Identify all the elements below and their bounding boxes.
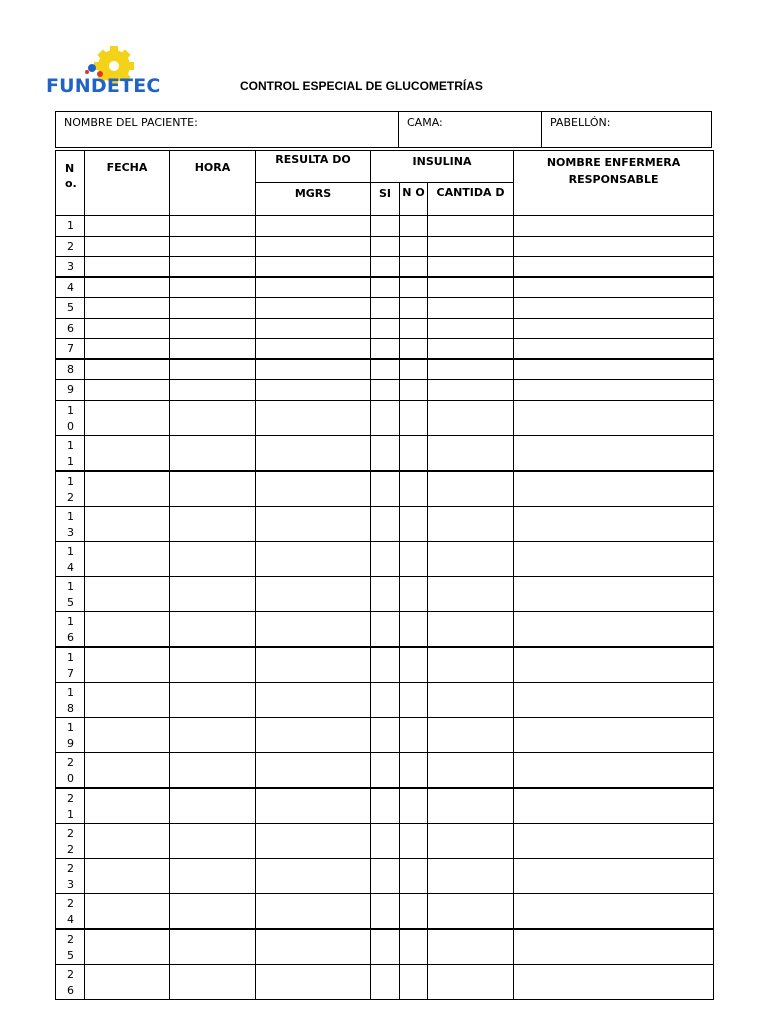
entry-cell[interactable] <box>400 236 428 257</box>
entry-cell[interactable] <box>428 298 514 319</box>
entry-cell[interactable] <box>85 647 170 683</box>
entry-cell[interactable] <box>170 216 256 237</box>
table-row <box>56 576 714 611</box>
table-row <box>56 717 714 752</box>
entry-cell[interactable] <box>428 435 514 471</box>
entry-cell[interactable] <box>85 318 170 339</box>
entry-cell[interactable] <box>400 752 428 788</box>
entry-cell[interactable] <box>170 380 256 401</box>
entry-cell[interactable] <box>428 257 514 278</box>
entry-cell[interactable] <box>85 236 170 257</box>
entry-cell[interactable] <box>514 576 714 611</box>
table-row <box>56 929 714 965</box>
entry-cell[interactable] <box>170 506 256 541</box>
entry-cell[interactable] <box>85 858 170 893</box>
table-row <box>56 236 714 257</box>
entry-cell[interactable] <box>514 929 714 965</box>
entry-cell[interactable] <box>514 257 714 278</box>
entry-cell[interactable] <box>371 216 400 237</box>
row-number: 2 6 <box>56 964 85 999</box>
entry-cell[interactable] <box>170 257 256 278</box>
entry-cell[interactable] <box>400 541 428 576</box>
col-header-si: SI <box>371 183 400 216</box>
entry-cell[interactable] <box>371 893 400 929</box>
entry-cell[interactable] <box>170 788 256 824</box>
entry-cell[interactable] <box>170 359 256 380</box>
entry-cell[interactable] <box>514 717 714 752</box>
patient-name-field[interactable]: NOMBRE DEL PACIENTE: <box>56 112 399 147</box>
entry-cell[interactable] <box>371 682 400 717</box>
row-number: 1 <box>56 216 85 237</box>
row-number: 3 <box>56 257 85 278</box>
entry-cell[interactable] <box>400 893 428 929</box>
entry-cell[interactable] <box>371 611 400 647</box>
entry-cell[interactable] <box>400 471 428 507</box>
entry-cell[interactable] <box>514 277 714 298</box>
entry-cell[interactable] <box>85 380 170 401</box>
entry-cell[interactable] <box>400 359 428 380</box>
entry-cell[interactable] <box>371 858 400 893</box>
entry-cell[interactable] <box>256 380 371 401</box>
bed-field[interactable]: CAMA: <box>399 112 542 147</box>
entry-cell[interactable] <box>428 788 514 824</box>
entry-cell[interactable] <box>428 823 514 858</box>
row-number: 2 <box>56 236 85 257</box>
entry-cell[interactable] <box>428 400 514 435</box>
entry-cell[interactable] <box>371 541 400 576</box>
entry-cell[interactable] <box>428 471 514 507</box>
row-number: 8 <box>56 359 85 380</box>
entry-cell[interactable] <box>514 647 714 683</box>
entry-cell[interactable] <box>256 359 371 380</box>
entry-cell[interactable] <box>170 964 256 999</box>
entry-cell[interactable] <box>371 277 400 298</box>
table-row <box>56 380 714 401</box>
table-row <box>56 752 714 788</box>
entry-cell[interactable] <box>400 339 428 360</box>
entry-cell[interactable] <box>428 318 514 339</box>
col-header-mgrs: MGRS <box>256 183 371 216</box>
ward-field[interactable]: PABELLÓN: <box>550 116 611 129</box>
entry-cell[interactable] <box>514 471 714 507</box>
entry-cell[interactable] <box>400 788 428 824</box>
table-row <box>56 823 714 858</box>
entry-cell[interactable] <box>371 929 400 965</box>
entry-cell[interactable] <box>514 752 714 788</box>
entry-cell[interactable] <box>400 257 428 278</box>
entry-cell[interactable] <box>85 435 170 471</box>
entry-cell[interactable] <box>371 380 400 401</box>
row-number: 1 4 <box>56 541 85 576</box>
row-number: 1 0 <box>56 400 85 435</box>
row-number: 2 0 <box>56 752 85 788</box>
entry-cell[interactable] <box>514 541 714 576</box>
table-row <box>56 858 714 893</box>
entry-cell[interactable] <box>85 929 170 965</box>
fundetec-logo <box>44 44 174 100</box>
row-number: 1 3 <box>56 506 85 541</box>
table-row <box>56 277 714 298</box>
col-header-insulina: INSULINA <box>371 151 514 183</box>
entry-cell[interactable] <box>256 541 371 576</box>
entry-cell[interactable] <box>514 893 714 929</box>
entry-cell[interactable] <box>514 435 714 471</box>
entry-cell[interactable] <box>400 647 428 683</box>
entry-cell[interactable] <box>428 576 514 611</box>
entry-cell[interactable] <box>85 339 170 360</box>
col-header-no-insulina: N O <box>400 183 428 216</box>
entry-cell[interactable] <box>85 277 170 298</box>
entry-cell[interactable] <box>256 257 371 278</box>
entry-cell[interactable] <box>85 400 170 435</box>
table-body <box>56 216 714 1000</box>
entry-cell[interactable] <box>514 359 714 380</box>
entry-cell[interactable] <box>85 471 170 507</box>
table-row <box>56 893 714 929</box>
entry-cell[interactable] <box>428 216 514 237</box>
entry-cell[interactable] <box>428 893 514 929</box>
entry-cell[interactable] <box>85 964 170 999</box>
entry-cell[interactable] <box>85 359 170 380</box>
entry-cell[interactable] <box>256 964 371 999</box>
row-number: 6 <box>56 318 85 339</box>
entry-cell[interactable] <box>256 576 371 611</box>
table-row <box>56 541 714 576</box>
entry-cell[interactable] <box>514 611 714 647</box>
col-header-enfermera: NOMBRE ENFERMERA RESPONSABLE <box>514 151 714 216</box>
entry-cell[interactable] <box>400 929 428 965</box>
entry-cell[interactable] <box>371 752 400 788</box>
entry-cell[interactable] <box>400 682 428 717</box>
entry-cell[interactable] <box>85 541 170 576</box>
entry-cell[interactable] <box>170 682 256 717</box>
entry-cell[interactable] <box>371 318 400 339</box>
entry-cell[interactable] <box>256 929 371 965</box>
entry-cell[interactable] <box>514 858 714 893</box>
entry-cell[interactable] <box>514 380 714 401</box>
entry-cell[interactable] <box>428 647 514 683</box>
table-row <box>56 506 714 541</box>
entry-cell[interactable] <box>256 435 371 471</box>
entry-cell[interactable] <box>514 236 714 257</box>
entry-cell[interactable] <box>85 788 170 824</box>
entry-cell[interactable] <box>170 541 256 576</box>
table-row <box>56 611 714 647</box>
entry-cell[interactable] <box>170 277 256 298</box>
entry-cell[interactable] <box>85 216 170 237</box>
entry-cell[interactable] <box>371 506 400 541</box>
entry-cell[interactable] <box>256 506 371 541</box>
entry-cell[interactable] <box>400 216 428 237</box>
entry-cell[interactable] <box>256 823 371 858</box>
entry-cell[interactable] <box>514 788 714 824</box>
row-number: 2 4 <box>56 893 85 929</box>
table-row <box>56 964 714 999</box>
entry-cell[interactable] <box>170 298 256 319</box>
entry-cell[interactable] <box>371 400 400 435</box>
entry-cell[interactable] <box>85 576 170 611</box>
entry-cell[interactable] <box>256 236 371 257</box>
entry-cell[interactable] <box>400 298 428 319</box>
entry-cell[interactable] <box>428 359 514 380</box>
table-row <box>56 647 714 683</box>
entry-cell[interactable] <box>256 471 371 507</box>
entry-cell[interactable] <box>514 216 714 237</box>
entry-cell[interactable] <box>170 647 256 683</box>
entry-cell[interactable] <box>514 506 714 541</box>
entry-cell[interactable] <box>371 298 400 319</box>
entry-cell[interactable] <box>256 717 371 752</box>
row-number: 2 3 <box>56 858 85 893</box>
entry-cell[interactable] <box>371 359 400 380</box>
entry-cell[interactable] <box>514 823 714 858</box>
entry-cell[interactable] <box>256 858 371 893</box>
entry-cell[interactable] <box>371 339 400 360</box>
row-number: 2 2 <box>56 823 85 858</box>
entry-cell[interactable] <box>400 277 428 298</box>
col-header-cantidad: CANTIDA D <box>428 183 514 216</box>
entry-cell[interactable] <box>371 471 400 507</box>
table-row <box>56 359 714 380</box>
logo-text: FUNDETEC <box>46 75 161 97</box>
col-header-fecha: FECHA <box>85 151 170 216</box>
entry-cell[interactable] <box>85 823 170 858</box>
entry-cell[interactable] <box>400 380 428 401</box>
row-number: 1 9 <box>56 717 85 752</box>
row-number: 2 1 <box>56 788 85 824</box>
row-number: 2 5 <box>56 929 85 965</box>
entry-cell[interactable] <box>256 611 371 647</box>
table-row <box>56 339 714 360</box>
entry-cell[interactable] <box>428 752 514 788</box>
entry-cell[interactable] <box>428 506 514 541</box>
entry-cell[interactable] <box>256 788 371 824</box>
entry-cell[interactable] <box>170 339 256 360</box>
entry-cell[interactable] <box>371 576 400 611</box>
entry-cell[interactable] <box>428 380 514 401</box>
entry-cell[interactable] <box>170 576 256 611</box>
row-number: 1 1 <box>56 435 85 471</box>
entry-cell[interactable] <box>428 929 514 965</box>
entry-cell[interactable] <box>400 435 428 471</box>
entry-cell[interactable] <box>256 682 371 717</box>
row-number: 1 2 <box>56 471 85 507</box>
entry-cell[interactable] <box>256 298 371 319</box>
entry-cell[interactable] <box>400 576 428 611</box>
row-number: 5 <box>56 298 85 319</box>
entry-cell[interactable] <box>170 752 256 788</box>
entry-cell[interactable] <box>85 298 170 319</box>
entry-cell[interactable] <box>400 400 428 435</box>
row-number: 7 <box>56 339 85 360</box>
row-number: 1 5 <box>56 576 85 611</box>
entry-cell[interactable] <box>514 318 714 339</box>
entry-cell[interactable] <box>170 858 256 893</box>
entry-cell[interactable] <box>170 823 256 858</box>
entry-cell[interactable] <box>85 717 170 752</box>
row-number: 1 8 <box>56 682 85 717</box>
entry-cell[interactable] <box>85 506 170 541</box>
entry-cell[interactable] <box>428 717 514 752</box>
table-row <box>56 435 714 471</box>
table-row <box>56 298 714 319</box>
table-row <box>56 216 714 237</box>
document-title: CONTROL ESPECIAL DE GLUCOMETRÍAS <box>240 79 483 93</box>
entry-cell[interactable] <box>256 400 371 435</box>
entry-cell[interactable] <box>400 964 428 999</box>
table-row <box>56 682 714 717</box>
table-row <box>56 471 714 507</box>
entry-cell[interactable] <box>256 216 371 237</box>
entry-cell[interactable] <box>428 858 514 893</box>
table-row <box>56 788 714 824</box>
entry-cell[interactable] <box>514 298 714 319</box>
entry-cell[interactable] <box>428 964 514 999</box>
entry-cell[interactable] <box>400 858 428 893</box>
entry-cell[interactable] <box>400 717 428 752</box>
entry-cell[interactable] <box>170 400 256 435</box>
entry-cell[interactable] <box>428 236 514 257</box>
entry-cell[interactable] <box>85 257 170 278</box>
entry-cell[interactable] <box>256 647 371 683</box>
entry-cell[interactable] <box>85 682 170 717</box>
entry-cell[interactable] <box>514 339 714 360</box>
entry-cell[interactable] <box>256 893 371 929</box>
entry-cell[interactable] <box>514 964 714 999</box>
row-number: 9 <box>56 380 85 401</box>
entry-cell[interactable] <box>170 435 256 471</box>
entry-cell[interactable] <box>170 611 256 647</box>
entry-cell[interactable] <box>400 506 428 541</box>
entry-cell[interactable] <box>371 717 400 752</box>
row-number: 1 7 <box>56 647 85 683</box>
entry-cell[interactable] <box>170 236 256 257</box>
entry-cell[interactable] <box>371 435 400 471</box>
entry-cell[interactable] <box>170 717 256 752</box>
entry-cell[interactable] <box>256 318 371 339</box>
col-header-no: N o. <box>56 151 85 216</box>
table-row <box>56 400 714 435</box>
entry-cell[interactable] <box>170 893 256 929</box>
entry-cell[interactable] <box>371 257 400 278</box>
entry-cell[interactable] <box>256 277 371 298</box>
entry-cell[interactable] <box>371 236 400 257</box>
entry-cell[interactable] <box>428 541 514 576</box>
glucometry-table <box>55 150 714 1000</box>
entry-cell[interactable] <box>256 752 371 788</box>
entry-cell[interactable] <box>170 471 256 507</box>
entry-cell[interactable] <box>371 823 400 858</box>
entry-cell[interactable] <box>400 823 428 858</box>
entry-cell[interactable] <box>371 964 400 999</box>
col-header-resultado: RESULTA DO <box>256 151 371 183</box>
entry-cell[interactable] <box>256 339 371 360</box>
entry-cell[interactable] <box>85 893 170 929</box>
table-row <box>56 318 714 339</box>
entry-cell[interactable] <box>371 647 400 683</box>
entry-cell[interactable] <box>428 682 514 717</box>
entry-cell[interactable] <box>371 788 400 824</box>
col-header-hora: HORA <box>170 151 256 216</box>
entry-cell[interactable] <box>400 611 428 647</box>
entry-cell[interactable] <box>400 318 428 339</box>
entry-cell[interactable] <box>514 400 714 435</box>
entry-cell[interactable] <box>85 752 170 788</box>
table-row <box>56 257 714 278</box>
row-number: 1 6 <box>56 611 85 647</box>
entry-cell[interactable] <box>428 339 514 360</box>
row-number: 4 <box>56 277 85 298</box>
entry-cell[interactable] <box>170 318 256 339</box>
entry-cell[interactable] <box>85 611 170 647</box>
patient-info-box <box>55 111 712 148</box>
entry-cell[interactable] <box>428 277 514 298</box>
entry-cell[interactable] <box>170 929 256 965</box>
entry-cell[interactable] <box>428 611 514 647</box>
entry-cell[interactable] <box>514 682 714 717</box>
